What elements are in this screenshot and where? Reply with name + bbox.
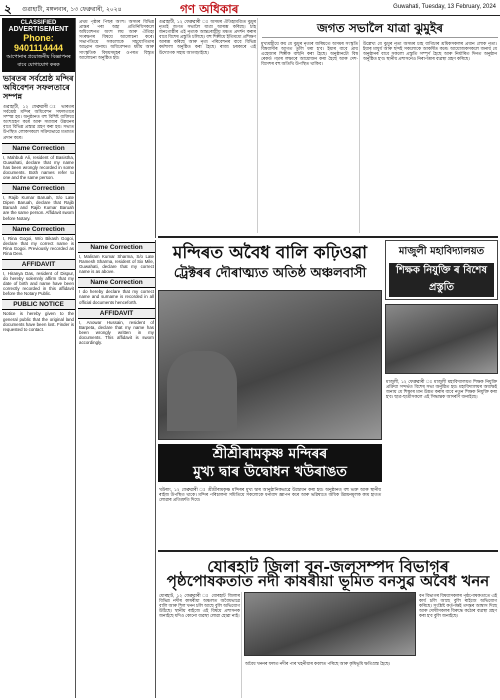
dark-headline-2: মুখ্য দ্বাৰ উদ্বোধন খউৰাঙত: [193, 464, 347, 480]
text-block: বন বিভাগৰ বিষয়াসকলৰ পৃষ্ঠপোষকতাতে এই কাৰ্য চলি আছে বুলি ৰাইজে অভিযোগ কৰিছে। সংশ্লিষ্ট কৰ্তৃপক্ষই তদন্তৰ আশ্বাস দিছে আৰু দোষীসকলৰ বিৰুদ্ধে কঠোৰ ব্যৱস্থা গ্ৰহণ কৰা হ'ব বুলি জনাইছে।: [419, 593, 497, 619]
name-correction-title: Name Correction: [2, 183, 75, 194]
dark-headline-1: শ্ৰীশ্ৰীৰামকৃষ্ণ মন্দিৰৰ: [212, 446, 328, 462]
classified-sub: আপোনাৰ প্ৰয়োজনীয় বিজ্ঞাপনৰ বাবে যোগাযোগ কৰক: [6, 54, 71, 68]
classified-label-2: ADVERTISEMENT: [8, 26, 69, 33]
date-left: গুৱাহাটী, মঙ্গলবাৰ, ১৩ ফেব্ৰুৱাৰী, ২০২৪: [22, 6, 122, 13]
name-correction-title: Name Correction: [2, 224, 75, 235]
masthead-logo: গণ অধিকাৰ: [180, 2, 239, 16]
story-body: [158, 18, 258, 233]
ramakrishna-headline-box: [158, 444, 382, 482]
story-headline: জগত সভালৈ যাত্ৰা ঝুমুইৰ: [262, 20, 498, 38]
story-body: [244, 660, 416, 698]
name-correction-title: Name Correction: [2, 143, 75, 154]
page-number: ২: [4, 2, 12, 16]
name-correction-title: Name Correction: [78, 277, 155, 288]
text-block: খউৰাং, ১২ ফেব্ৰুৱাৰী ঃ শ্ৰীশ্ৰীৰামকৃষ্ণ মন্দিৰৰ মুখ্য দ্বাৰ আনুষ্ঠানিকভাৱে উদ্বোধন কৰা হয়। অনুষ্ঠানত বহু ভক্ত আৰু স্থানীয় ৰাইজ উপস্থিত থাকে। মন্দিৰ পৰিচালনা সমিতিয়ে সকলোকে ধন্যবাদ জ্ঞাপন কৰে আৰু ভৱিষ্যতে অধিক উন্নয়নমূলক কাম হাতত লোৱাৰ প্ৰতিশ্ৰুতি দিয়ে।: [159, 487, 381, 503]
classified-headline: ভাৰতৰ সৰ্বশ্ৰেষ্ঠ মন্দিৰ অধিবেশন সফলতাৰে সম্পন্ন: [3, 73, 74, 101]
classified-box: [2, 18, 75, 72]
affidavit-title: AFFIDAVIT: [78, 308, 155, 319]
text-block: যোৰহাট, ১২ ফেব্ৰুৱাৰী ঃ যোৰহাট জিলাৰ বিভিন্ন নদীৰ কাষৰীয়া অঞ্চলত অবৈধভাৱে বালি আৰু শিল খনন চলি আছে বুলি অভিযোগ উঠিছে। স্থানীয় ৰাইজে এই বিষয়ে প্ৰশাসনক জনাইছে যদিও কোনো ব্যৱস্থা লোৱা হোৱা নাই।: [159, 593, 240, 619]
notice-column: [78, 240, 156, 698]
text-block: I, Maliram Kumar Sharma, S/o Late Ramesh Sharma, resident of Six Mile, Guwahati, declare that my correct name is as above.: [79, 254, 154, 275]
classified-column: [2, 18, 76, 698]
text-block: অবৈধ খননৰ ফলত নদীৰ পাৰ খহনীয়াৰ কবলত পৰিছে আৰু কৃষিভূমি ক্ষতিগ্ৰস্ত হৈছে।: [245, 661, 391, 666]
news-photo: [158, 290, 382, 440]
story-body: [260, 40, 360, 233]
mandir-headline: মন্দিৰত অবৈধ বালি কঢ়িওৱা: [172, 243, 368, 263]
story-body: [158, 486, 382, 546]
main-story-column: [78, 18, 156, 238]
public-notice-title: PUBLIC NOTICE: [2, 299, 75, 310]
text-block: মুখ্যমন্ত্ৰীয়ে কয় যে ঝুমুৰ নৃত্যৰ জৰিয়তে অসমৰ সংস্কৃতি বিশ্ববাসীৰ আগত তুলি ধৰা হ'ব। ইয়াৰ বাবে প্ৰায় এহেজাৰ শিল্পীক বাছনি কৰা হৈছে। অনুষ্ঠানটো বিশ্ব ৰেকৰ্ড গঢ়াৰ লক্ষ্যৰে আয়োজন কৰা হৈছে আৰু দেশ-বিদেশৰ বহু অতিথি উপস্থিত থাকিব।: [261, 41, 358, 67]
text-block: প্ৰথম পৃষ্ঠাৰ পিছৰ অংশ। অসমৰ বিভিন্ন প্ৰান্তৰ পৰা অহা প্ৰতিনিধিসকলে অধিবেশনত অংশ লয় আৰু ঐতিহ্য সংৰক্ষণৰ বিষয়ে আলোচনা কৰে। সভাপতিয়ে সকলোকে সহযোগিতাৰ আহ্বান জনায়। অধিবেশনত ধৰ্মীয় আৰু সাংস্কৃতিক বিষয়সমূহৰ ওপৰত বিস্তৃত আলোচনা অনুষ্ঠিত হয়।: [79, 19, 154, 60]
text-block: গুৱাহাটী, ১২ ফেব্ৰুৱাৰী ঃ অসমৰ ঐতিহ্যমণ্ডিত ঝুমুৰ নৃত্যই জগত সভালৈ যাত্ৰা আৰম্ভ কৰিছে। চাহ জনগোষ্ঠীৰ এই নৃত্যক আন্তঃৰাষ্ট্ৰীয় মঞ্চত প্ৰদৰ্শন কৰাৰ বাবে বিশেষ প্ৰস্তুতি চলিছে। বহু শিল্পীয়ে ইতিমধ্যে প্ৰশিক্ষণ আৰম্ভ কৰিছে আৰু নৃত্য পৰিবেশনৰ বাবে বিভিন্ন কৰ্মশালা অনুষ্ঠিত কৰা হৈছে। ৰাজ্য চৰকাৰে এই উদ্যোগক সহায় আগবঢ়াইছে।: [159, 19, 256, 55]
text-block: I, Mahbub Ali, resident of Basistha, Guwahati, declare that my name has been wrongly recorded in some documents. Both names refer to one and the same person.: [3, 154, 74, 181]
text-block: গুৱাহাটী, ১২ ফেব্ৰুৱাৰী ঃ ভাৰতৰ সৰ্বশ্ৰেষ্ঠ মন্দিৰ অধিবেশন সফলতাৰে সম্পন্ন হয়। অনুষ্ঠানত বহু বিশিষ্ট ব্যক্তিয়ে অংশগ্ৰহণ কৰে আৰু সমাজৰ উন্নয়নৰ বাবে বিভিন্ন প্ৰস্তাৱ গ্ৰহণ কৰা হয়। সভাত উপস্থিত লোকসকলে সক্ৰিয়ভাৱে মতামত প্ৰদান কৰে।: [3, 104, 74, 140]
text-block: I, Rajib Kumar Baruah, S/o Late Dipen Baruah, declare that Rajib Baruah and Rajib Kumar Baruah are the same person. Affidavit sworn before Notary.: [3, 195, 74, 221]
text-block: উল্লেখ্য যে ঝুমুৰ নৃত্য অসমৰ চাহ বাগিচাৰ শ্ৰমিকসকলৰ প্ৰধান লোক নৃত্য। ইয়াৰ মাধুৰ্য আৰু ছন্দই সকলোকে আকৰ্ষিত কৰে। আয়োজকসকলে জনায় যে অনুষ্ঠানৰ বাবে সকলো প্ৰস্তুতি সম্পূৰ্ণ হৈছে আৰু নিৰ্ধাৰিত দিনত অনুষ্ঠান অনুষ্ঠিত হ'ব। স্থানীয় প্ৰশাসনেও নিৰাপত্তাৰ ব্যৱস্থা গ্ৰহণ কৰিছে।: [363, 41, 497, 62]
text-block: I, Hiranya Das, resident of Dispur, do hereby solemnly affirm that my date of birth and name have been correctly recorded in this affidavit before the Notary Public.: [3, 270, 74, 297]
news-photo: [385, 304, 498, 374]
prishtho-headline: পৃষ্ঠপোষকতাত নদী কাষৰীয়া ভূমিত বনসুৱ অবৈধ খনন: [166, 572, 490, 590]
section-divider: [158, 236, 498, 238]
classified-phone: Phone: 9401114444: [13, 33, 64, 53]
traffic-headline: ট্ৰেক্টৰৰ দৌৰাত্ম্যত অতিষ্ঠ অঞ্চলবাসী: [173, 266, 367, 281]
text-block: I, Anowar Hussain, resident of Barpeta, declare that my name has been wrongly written in my documents. This affidavit is sworn accordingly.: [79, 319, 154, 346]
page-header: [0, 0, 500, 16]
text-block: I do hereby declare that my correct name and surname is recorded in all official documents henceforth.: [79, 289, 154, 305]
story-body: [158, 592, 242, 698]
classified-label: CLASSIFIED: [20, 20, 57, 26]
affidavit-title: AFFIDAVIT: [2, 259, 75, 270]
side-headline-box: [385, 240, 498, 300]
text-block: মাজুলী, ১২ ফেব্ৰুৱাৰী ঃ মাজুলী মহাবিদ্যালয়ত শিক্ষক নিযুক্তি প্ৰক্ৰিয়া সন্দৰ্ভত বিশেষ সভা অনুষ্ঠিত হয়। মহাবিদ্যালয়ৰ অধ্যক্ষই জনায় যে শিক্ষাৰ মান উন্নত কৰাৰ বাবে নতুন শিক্ষক নিযুক্তি কৰা হ'ব। ছাত্ৰ-ছাত্ৰীসকলে এই সিদ্ধান্তক আদৰণি জনাইছে।: [386, 379, 497, 400]
story-body: [362, 40, 498, 233]
text-block: I, Rina Gogoi, W/o Bikash Gogoi, declare that my correct name is Rina Gogoi. Previously recorded as Rina Devi.: [3, 235, 74, 256]
jorhat-headline: যোৰহাট জিলা বন-জলসম্পদ বিভাগৰ: [158, 550, 498, 581]
date-right: Guwahati, Tuesday, 13 February, 2024: [393, 4, 496, 10]
side-headline-1: মাজুলী মহাবিদ্যালয়ত: [398, 246, 485, 257]
story-body: [385, 378, 498, 544]
side-headline-2: শিক্ষক নিযুক্তি ৰ বিশেষ প্ৰস্তুতি: [389, 263, 494, 297]
text-block: Notice is hereby given to the general public that the original land documents have been lost. Finder is requested to contact.: [3, 311, 74, 332]
name-correction-title: Name Correction: [78, 242, 155, 253]
photo-figure: [167, 351, 237, 431]
news-photo: [244, 592, 416, 656]
story-body: [418, 592, 498, 698]
